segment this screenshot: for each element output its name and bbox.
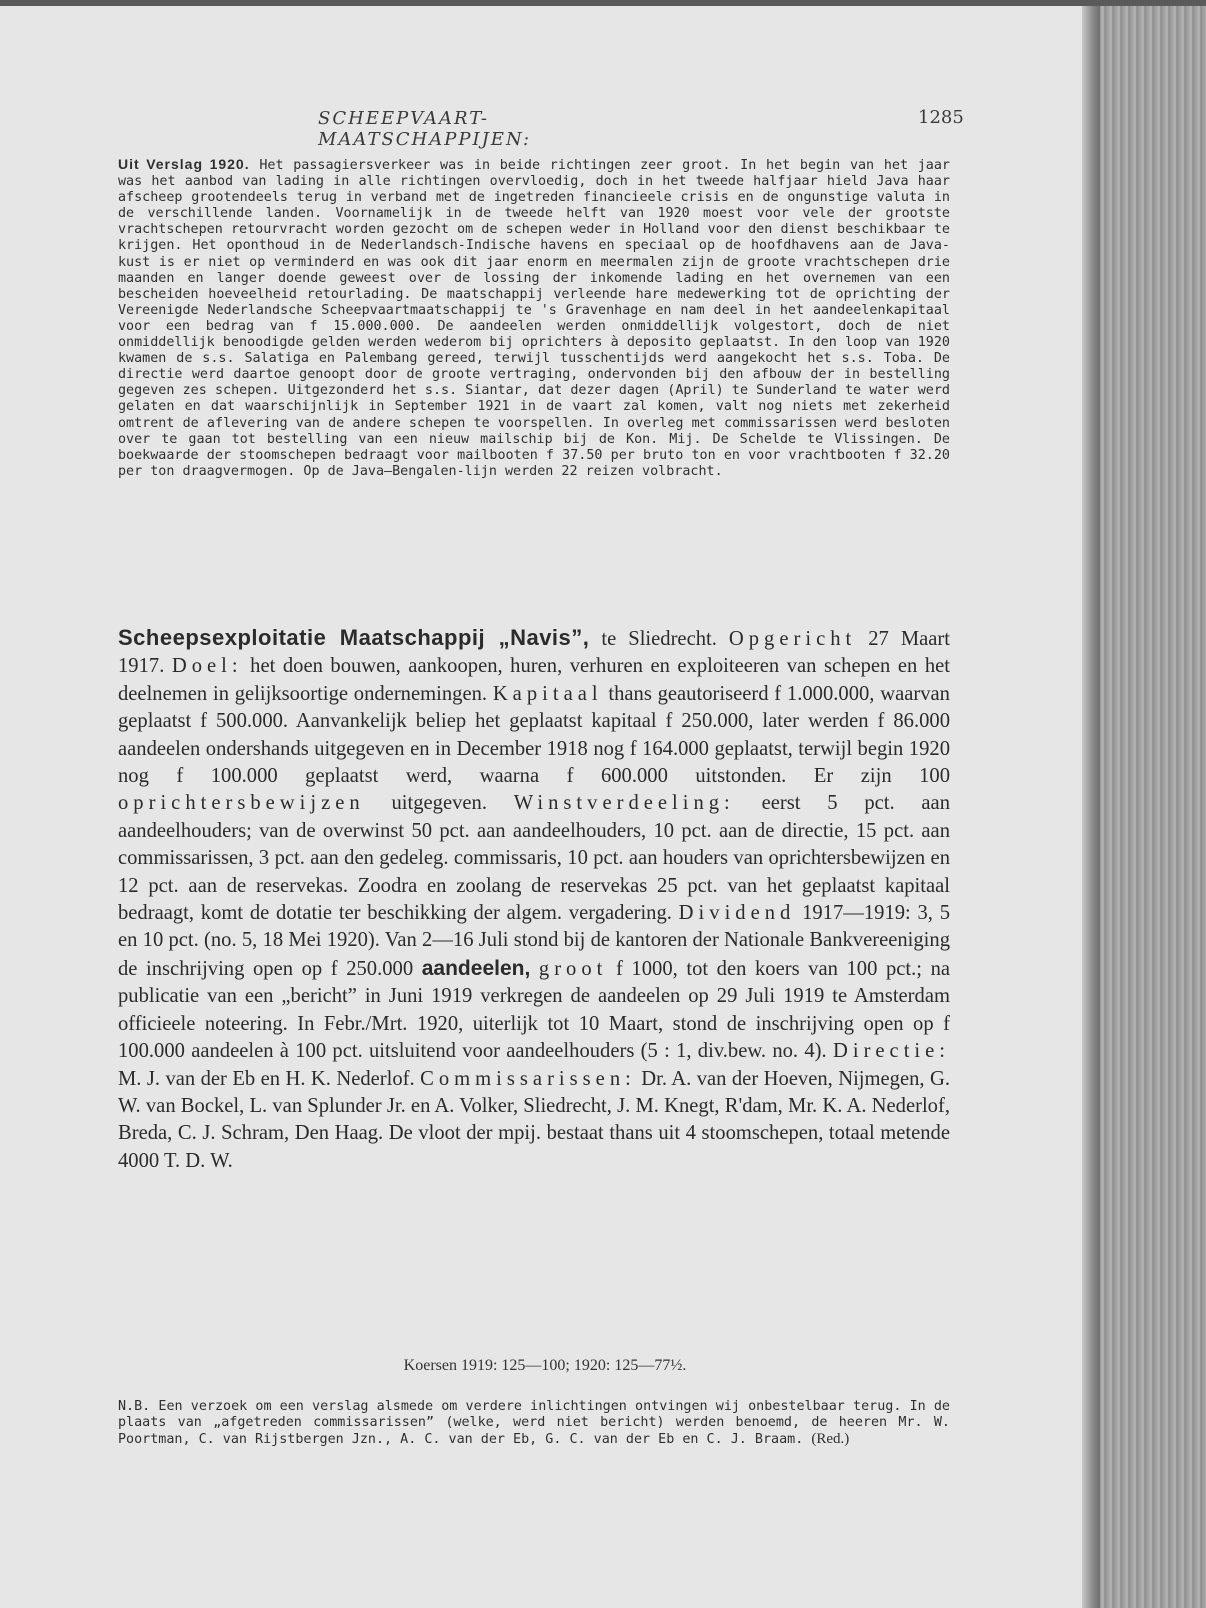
label-doel: Doel: bbox=[171, 655, 243, 678]
label-dividend: Dividend bbox=[678, 902, 796, 925]
annual-report-excerpt bbox=[118, 156, 950, 480]
report-text: Het passagiersverkeer was in beide richtingen zeer groot. In het begin van het jaar was het aanbod van lading in alle richtingen overvloedig, doch in het tweede halfjaar hield Java haar afscheep grootendeels terug in verband met de ingetreden financieele crisis en de ongunstige valuta in de verschillende landen. Voornamelijk in de tweede helft van 1920 moest voor vele der grootste vrachtschepen retourvracht worden gezocht om de schepen weder in Holland voor den dienst beschikbaar te krijgen. Het oponthoud in de Nederlandsch-Indische havens en speciaal op de hoofdhavens aan de Java-kust is er niet op verminderd en was ook dit jaar enorm en meermalen zijn de groote vrachtschepen drie maanden en langer doende geweest over de lossing der inkomende lading en het overnemen van een bescheiden hoeveelheid retourlading. De maatschappij verleende hare medewerking tot de oprichting der Vereenigde Nederlandsche Scheepvaartmaatschappij te 's Gravenhage en nam deel in het aandeelenkapitaal voor een bedrag van f 15.000.000. De aandeelen werden onmiddellijk volgestort, doch de niet onmiddellijk benoodigde gelden werden wederom bij oprichters à deposito geplaatst. In den loop van 1920 kwamen de s.s. Salatiga en Palembang gereed, terwijl tusschentijds werd aangekocht het s.s. Toba. De directie werd daartoe genoopt door de groote vertraging, ondervonden bij den afbouw der in bestelling gegeven zes schepen. Uitgezonderd het s.s. Siantar, dat dezer dagen (April) te Sunderland te water werd gelaten en dat waarschijnlijk in September 1921 in de vaart zal komen, valt nog niets met zekerheid omtrent de aflevering van de andere schepen te voorspellen. In overleg met commissarissen werd besloten over te gaan tot bestelling van een nieuw mailschip bij de Kon. Mij. De Schelde te Vlissingen. De boekwaarde der stoomschepen bedraagt voor mailbooten f 37.50 per bruto ton en voor vrachtbooten f 32.20 per ton draagvermogen. Op de Java—Bengalen-lijn werden 22 reizen volbracht. bbox=[118, 158, 950, 479]
company-name: Scheepsexploitatie Maatschappij „Navis”, bbox=[118, 625, 590, 650]
page-gutter-shadow bbox=[1082, 6, 1100, 1608]
page-number: 1285 bbox=[918, 107, 964, 128]
share-quotes: Koersen 1919: 125—100; 1920: 125—77½. bbox=[403, 1357, 687, 1374]
note-text: N.B. Een verzoek om een verslag alsmede om verdere inlichtingen ontvingen wij onbestelbaar terug. In de plaats van „afgetreden commissarissen” (welke, werd niet bericht) werden benoemd, de heeren Mr. W. Poortman, C. van Rijstbergen Jzn., A. C. van der Eb, G. C. van der Eb en C. J. Braam. bbox=[118, 1399, 950, 1447]
capital-text: thans geautoriseerd f 1.000.000, waarvan geplaatst f 500.000. Aanvankelijk beliep het geplaatst kapitaal f 250.000, later werden f 86.000 aandeelen ondershands uitgegeven en in December 1918 nog f 164.000 geplaatst, terwijl begin 1920 nog f 100.000 geplaatst werd, waarna f 600.000 uitstonden. Er zijn 100 bbox=[118, 682, 950, 788]
editorial-note bbox=[118, 1399, 950, 1448]
label-oprichtersbewijzen: oprichtersbewijzen bbox=[118, 792, 365, 815]
profit-distribution-text: eerst 5 pct. aan aandeelhouders; van de overwinst 50 pct. aan aandeelhouders, 10 pct. aan de directie, 15 pct. aan commissarissen, 3 pct. aan den gedeleg. commissaris, 10 pct. aan houders van oprichtersbewijzen en 12 pct. aan de reservekas. Zoodra en zoolang de reservekas 25 pct. van het geplaatst kapitaal bedraagt, komt de dotatie ter beschikking der algem. vergadering. bbox=[118, 792, 950, 925]
book-page bbox=[0, 6, 1090, 1608]
directors-text: M. J. van der Eb en H. K. Nederlof. bbox=[118, 1067, 415, 1090]
label-opgericht: Opgericht bbox=[728, 628, 857, 650]
book-page-stack bbox=[1100, 6, 1206, 1608]
company-location: te Sliedrecht. bbox=[601, 628, 717, 650]
purpose-text: het doen bouwen, aankoopen, huren, verhuren en exploiteeren van schepen en het deelnemen in gelijksoortige ondernemingen. bbox=[118, 655, 950, 705]
running-header: SCHEEPVAART-MAATSCHAPPIJEN: bbox=[318, 108, 532, 150]
label-aandeelen: aandeelen, bbox=[421, 956, 531, 980]
label-directie: Directie: bbox=[832, 1040, 951, 1063]
commissioners-text: Dr. A. van der Hoeven, Nijmegen, G. W. van Bockel, L. van Splunder Jr. en A. Volker, Sliedrecht, J. M. Knegt, R'dam, Mr. K. A. Nederlof, Breda, C. J. Schram, Den Haag. De vloot der mpij. bestaat thans uit 4 stoomschepen, totaal metende 4000 T. D. W. bbox=[118, 1067, 950, 1172]
label-winstverdeeling: Winstverdeeling: bbox=[513, 792, 735, 815]
label-groot: groot bbox=[538, 957, 608, 980]
founded-date: 27 Maart 1917. bbox=[118, 628, 951, 678]
dividend-text: 1917—1919: 3, 5 en 10 pct. (no. 5, 18 Mei 1920). Van 2—16 Juli stond bij de kantoren der Nationale Bankvereeniging de inschrijving open op f 250.000 bbox=[118, 902, 950, 980]
oprichtersbewijzen-text: uitgegeven. bbox=[391, 792, 487, 815]
shares-text: f 1000, tot den koers van 100 pct.; na publicatie van een „bericht” in Juni 1919 verkregen de aandeelen op 29 Juli 1919 te Amsterdam officieele noteering. In Febr./Mrt. 1920, uiterlijk tot 10 Maart, stond de inschrijving open op f 100.000 aandeelen à 100 pct. uitsluitend voor aandeelhouders (5 : 1, div.bew. no. 4). bbox=[118, 957, 951, 1063]
company-entry bbox=[118, 624, 950, 1175]
label-commissarissen: Commissarissen: bbox=[420, 1067, 636, 1090]
note-ref: (Red.) bbox=[811, 1431, 850, 1447]
report-heading: Uit Verslag 1920. bbox=[118, 156, 250, 172]
label-kapitaal: Kapitaal bbox=[492, 682, 603, 705]
